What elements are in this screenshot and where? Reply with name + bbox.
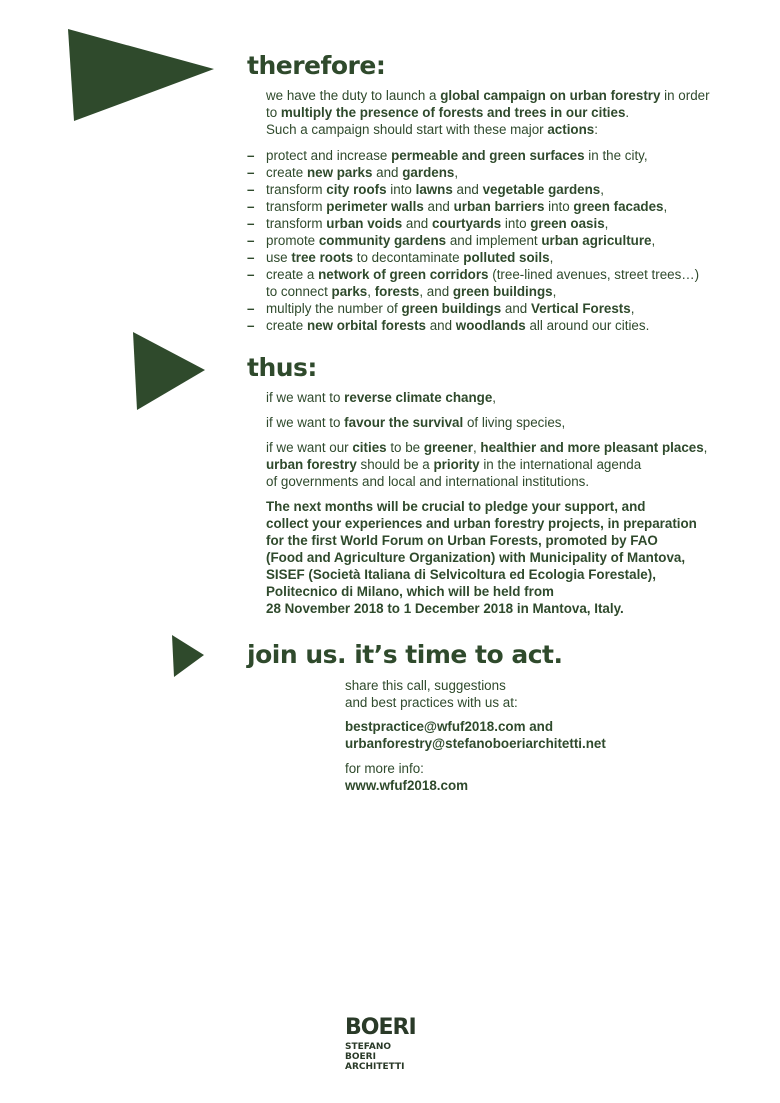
text-line [266,121,710,138]
text-line [266,266,699,283]
action-item [247,317,699,334]
text-line [266,87,710,104]
action-item [247,249,699,266]
action-item [247,164,699,181]
dash-bullet: – [247,250,255,265]
text-run: , [454,165,459,180]
text-run: into [501,216,531,231]
dash-bullet: – [247,148,255,163]
text-run: , [367,284,375,299]
emphasis-text: forests [374,284,420,299]
logo-line-3: ARCHITETTI [345,1062,405,1072]
emphasis-text: reverse climate change [344,390,493,405]
dash-bullet: – [247,301,255,316]
contact-emails[interactable] [345,718,606,752]
text-line [266,439,707,456]
emphasis-text: urban voids [326,216,403,231]
emphasis-text: collect your experiences and urban forestry projects, in preparation [266,516,697,531]
text-line [345,677,518,694]
text-run: share this call, suggestions [345,678,506,693]
text-line [266,249,699,266]
text-line [266,473,707,490]
dash-bullet: – [247,165,255,180]
logo-line-1: STEFANO [345,1042,392,1052]
text-run: into [544,199,574,214]
text-line [345,694,518,711]
text-run: create a [266,267,319,282]
text-run: to connect [266,284,332,299]
stefano-boeri-logo [345,1017,425,1072]
text-run: and [452,182,483,197]
emphasis-text: lawns [415,182,453,197]
text-run: transform [266,199,327,214]
text-run: and [402,216,432,231]
actions-list [247,147,699,334]
text-run: . [625,105,630,120]
text-run: in the international agenda [479,457,642,472]
text-run: , [651,233,656,248]
text-line [266,317,699,334]
emphasis-text: vegetable gardens [482,182,601,197]
text-line [345,760,468,777]
more-info-link[interactable] [345,760,468,794]
text-line [266,549,697,566]
text-run: promote [266,233,319,248]
emphasis-text: network of green corridors [318,267,489,282]
emphasis-text: city roofs [326,182,387,197]
text-line [345,735,606,752]
text-run: into [386,182,416,197]
emphasis-text: actions [547,122,595,137]
text-run: for more info: [345,761,424,776]
text-run: should be a [356,457,434,472]
emphasis-text: tree roots [291,250,354,265]
text-run: and implement [446,233,542,248]
emphasis-text: urban agriculture [541,233,652,248]
text-run: , [600,182,604,197]
text-line [345,777,468,794]
emphasis-text: favour the survival [344,415,464,430]
text-run: we have the duty to launch a [266,88,441,103]
emphasis-text: 28 November 2018 to 1 December 2018 in Mantova, Italy. [266,601,624,616]
text-line [266,600,697,617]
emphasis-text: multiply the presence of forests and trees in our cities [280,105,626,120]
emphasis-text: priority [433,457,480,472]
text-run: if we want our [266,440,353,455]
emphasis-text: green facades [573,199,664,214]
text-run: , [552,284,557,299]
text-run: , and [419,284,453,299]
action-item [247,266,699,300]
text-run: if we want to [266,390,345,405]
text-run: , [630,301,635,316]
text-run: transform [266,216,327,231]
boeri-logo-mark: BOERI [345,1015,416,1040]
therefore-heading: therefore: [247,51,386,80]
text-line [266,198,699,215]
text-run: and [426,318,456,333]
emphasis-text: permeable and green surfaces [391,148,585,163]
dash-bullet: – [247,233,255,248]
text-line [266,104,710,121]
text-run: of governments and local and international institutions. [266,474,590,489]
emphasis-text: new orbital forests [306,318,426,333]
text-run: protect and increase [266,148,392,163]
dash-bullet: – [247,199,255,214]
emphasis-text: urbanforestry@stefanoboeriarchitetti.net [345,736,606,751]
text-run: , [663,199,668,214]
join-us-heading: join us. it’s time to act. [247,640,563,669]
text-line [266,498,697,515]
medium-triangle-arrow-icon [133,332,205,410]
logo-line-2: BOERI [345,1052,376,1062]
logo-wordmark [345,1042,425,1072]
emphasis-text: bestpractice@wfuf2018.com and [345,719,554,734]
emphasis-text: urban forestry [266,457,357,472]
dash-bullet: – [247,267,255,282]
text-run: (tree-lined avenues, street trees…) [488,267,700,282]
action-item [247,300,699,317]
emphasis-text: green buildings [452,284,553,299]
text-run: and [423,199,454,214]
emphasis-text: The next months will be crucial to pledge your support, and [266,499,646,514]
text-run: , [492,390,497,405]
text-run: in order [660,88,710,103]
dash-bullet: – [247,216,255,231]
small-triangle-arrow-icon [172,635,204,677]
large-triangle-arrow-icon [68,29,214,121]
text-run: all around our cities. [525,318,650,333]
text-run: of living species, [463,415,566,430]
emphasis-text: www.wfuf2018.com [345,778,469,793]
action-item [247,215,699,232]
text-run: , [472,440,481,455]
text-line [266,164,699,181]
emphasis-text: community gardens [318,233,447,248]
text-run: and best practices with us at: [345,695,518,710]
emphasis-text: gardens [402,165,455,180]
text-run: to decontaminate [353,250,464,265]
share-call-text [345,677,518,711]
emphasis-text: Vertical Forests [530,301,631,316]
text-line [266,566,697,583]
text-line [266,283,699,300]
text-run: and [372,165,403,180]
campaign-intro [266,87,710,138]
text-line [266,515,697,532]
emphasis-text: new parks [306,165,373,180]
text-line [266,181,699,198]
text-line [266,456,707,473]
action-item [247,181,699,198]
text-run: and [501,301,531,316]
text-run: , [703,440,708,455]
emphasis-text: green buildings [401,301,502,316]
emphasis-text: greener [423,440,473,455]
text-run: create [266,318,307,333]
text-run: , [549,250,554,265]
text-run: create [266,165,307,180]
emphasis-text: global campaign on urban forestry [440,88,661,103]
thus-paragraph-3 [266,439,707,490]
text-line [266,583,697,600]
text-run: transform [266,182,327,197]
forum-announcement [266,498,697,617]
action-item [247,147,699,164]
text-run: in the city, [584,148,648,163]
emphasis-text: cities [352,440,387,455]
thus-paragraph-2 [266,414,565,431]
text-run: to [266,105,281,120]
text-line [266,232,699,249]
text-line [345,718,606,735]
text-run: to be [386,440,424,455]
dash-bullet: – [247,318,255,333]
text-line [266,414,565,431]
text-run: , [604,216,609,231]
text-line [266,147,699,164]
emphasis-text: polluted soils [463,250,550,265]
emphasis-text: for the first World Forum on Urban Forests, promoted by FAO [266,533,658,548]
thus-heading: thus: [247,353,317,382]
emphasis-text: courtyards [431,216,502,231]
emphasis-text: green oasis [530,216,605,231]
emphasis-text: (Food and Agriculture Organization) with Municipality of Mantova, [266,550,686,565]
text-run: : [594,122,598,137]
emphasis-text: parks [331,284,368,299]
text-run: use [266,250,292,265]
text-run: multiply the number of [266,301,402,316]
action-item [247,198,699,215]
emphasis-text: Politecnico di Milano, which will be held from [266,584,554,599]
text-line [266,215,699,232]
dash-bullet: – [247,182,255,197]
thus-paragraph-1 [266,389,496,406]
emphasis-text: healthier and more pleasant places [480,440,704,455]
text-run: if we want to [266,415,345,430]
emphasis-text: SISEF (Società Italiana di Selvicoltura ed Ecologia Forestale), [266,567,656,582]
emphasis-text: woodlands [455,318,526,333]
emphasis-text: perimeter walls [326,199,424,214]
text-run: Such a campaign should start with these major [266,122,548,137]
text-line [266,389,496,406]
text-line [266,300,699,317]
emphasis-text: urban barriers [453,199,545,214]
action-item [247,232,699,249]
text-line [266,532,697,549]
